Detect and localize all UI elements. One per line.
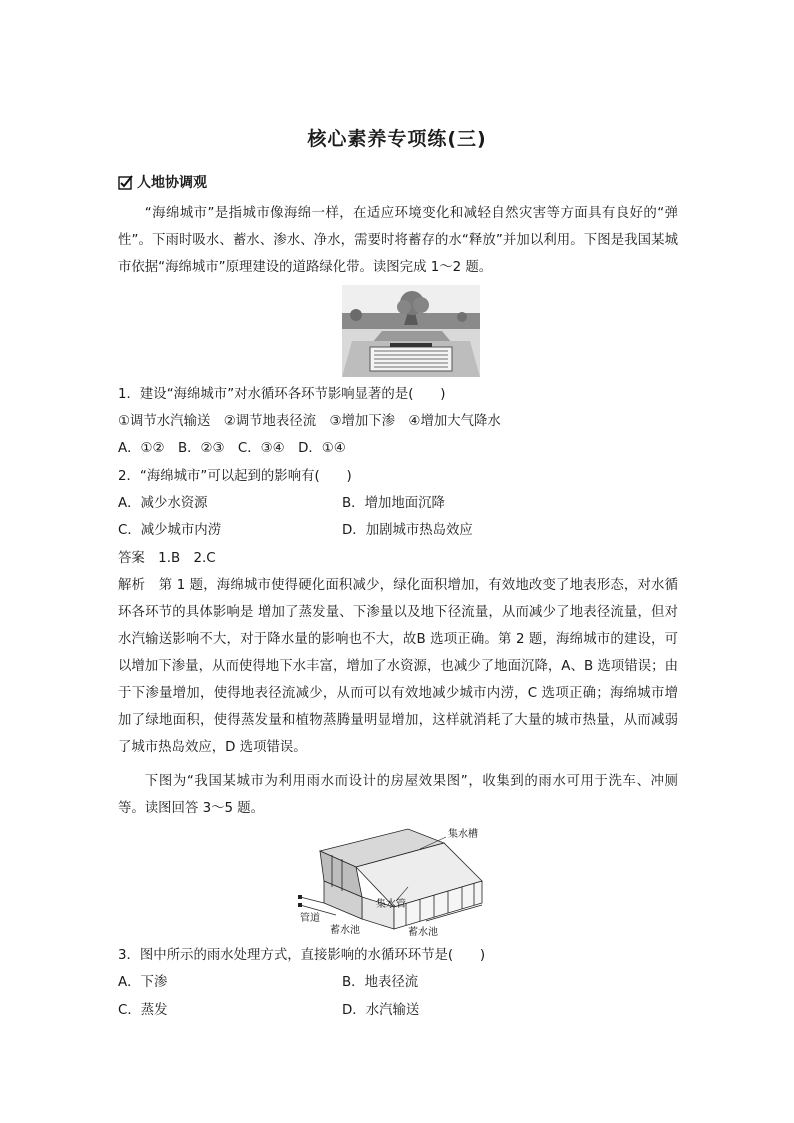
question-3-stem: 3．图中所示的雨水处理方式，直接影响的水循环环节是( )	[118, 948, 486, 963]
question-3-option-d: D．水汽输送	[342, 1003, 420, 1018]
label-downpipe: 集水管	[376, 899, 406, 910]
analysis-paragraph: 解析 第 1 题，海绵城市使得硬化面积减少，绿化面积增加，有效地改变了地表形态，对水循环各环节的具体影响是 增加了蒸发量、下渗量以及地下径流量，从而减少了地表径流量，但对水汽输送影响不大，对于降水量的影响也不大，故B 选项正确。第 2 题，海绵城市的建设，可以增加下渗量，从而使得地下水丰富，增加了水资源，也减少了地面沉降，A、B 选项错误；由于下渗量增加，使得地表径流减少，从而可以有效地减少城市内涝，C 选项正确；海绵城市增加了绿地面积，使得蒸发量和植物蒸腾量明显增加，这样就消耗了大量的城市热量，从而减弱了城市热岛效应，D 选项错误。	[118, 578, 678, 755]
rainwater-house-diagram	[296, 825, 496, 937]
question-3-option-b: B．地表径流	[342, 975, 419, 990]
question-1-items: ①调节水汽输送 ②调节地表径流 ③增加下渗 ④增加大气降水	[118, 414, 501, 429]
section-heading	[118, 172, 207, 192]
question-2-option-d: D．加剧城市热岛效应	[342, 523, 473, 538]
question-2-option-a: A．减少水资源	[118, 496, 208, 511]
label-tank-1: 蓄水池	[330, 925, 360, 936]
question-1-stem: 1．建设“海绵城市”对水循环各环节影响显著的是( )	[118, 387, 446, 402]
page-title: 核心素养专项练(三)	[307, 128, 487, 150]
section-heading-text: 人地协调观	[137, 175, 207, 191]
label-pipe: 管道	[300, 913, 320, 924]
label-tank-2: 蓄水池	[408, 927, 438, 937]
intro-paragraph-1: “海绵城市”是指城市像海绵一样，在适应环境变化和减轻自然灾害等方面具有良好的“弹性”。下雨时吸水、蓄水、渗水、净水，需要时将蓄存的水“释放”并加以利用。下图是我国某城市依据“海绵城市”原理建设的道路绿化带。读图完成 1～2 题。	[118, 206, 678, 275]
answer-line: 答案 1.B 2.C	[118, 551, 216, 566]
greenbelt-photo	[342, 285, 480, 377]
question-3-option-c: C．蒸发	[118, 1003, 168, 1018]
intro-paragraph-2: 下图为“我国某城市为利用雨水而设计的房屋效果图”，收集到的雨水可用于洗车、冲厕等。读图回答 3～5 题。	[118, 774, 678, 816]
checkbox-icon	[118, 175, 133, 190]
question-2-stem: 2．“海绵城市”可以起到的影响有( )	[118, 469, 352, 484]
question-2-option-b: B．增加地面沉降	[342, 496, 445, 511]
question-1-options: A．①② B．②③ C．③④ D．①④	[118, 441, 346, 456]
label-gutter: 集水槽	[448, 829, 478, 840]
question-3-option-a: A．下渗	[118, 975, 168, 990]
question-2-option-c: C．减少城市内涝	[118, 523, 222, 538]
